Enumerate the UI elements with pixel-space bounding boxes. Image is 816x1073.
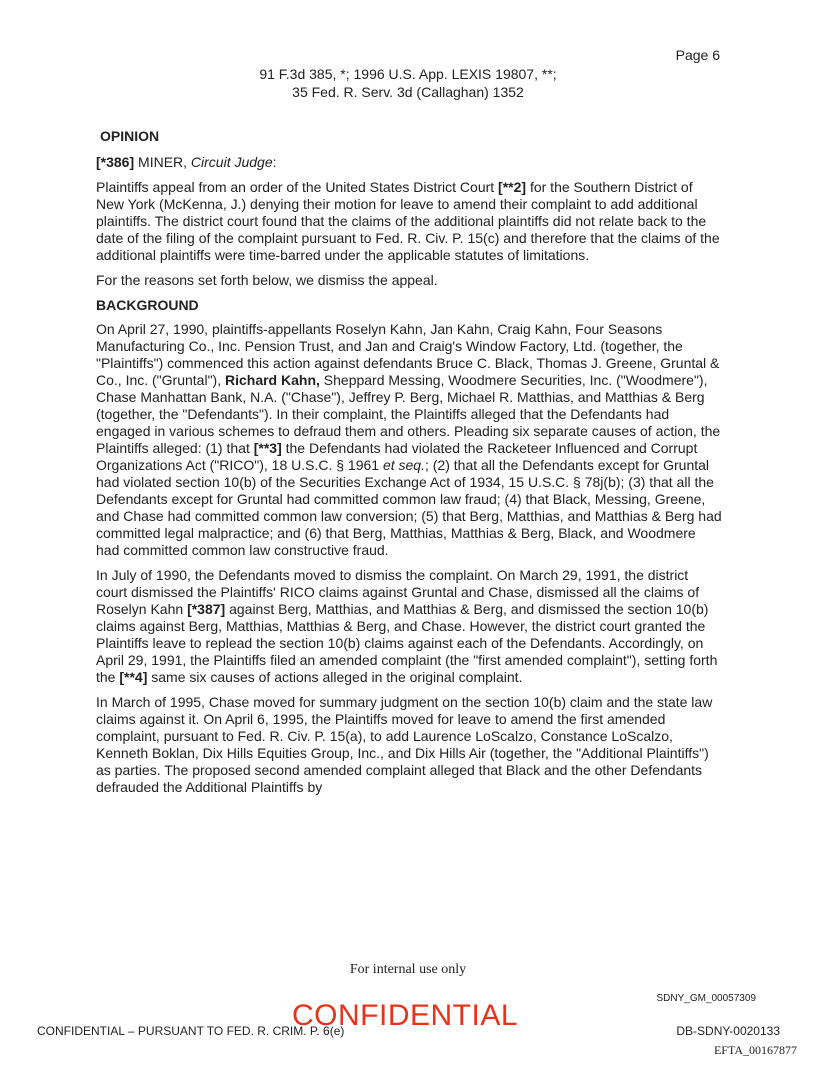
page-pin-2: [**2] [498, 179, 527, 195]
text-run: Sheppard Messing, Woodmere Securities, Inc. ("Woodmere"), Chase Manhattan Bank, N.A. ("Chase"), Jeffrey P. Berg, Michael R. Matthias, and Matthias & Berg (together, the "Defendants"). In their complaint, the Plaintiffs alleged that the Defendants had engaged in various schemes to defraud them and others. Pleading six separate causes of action, the Plaintiffs alleged: (1) that [96, 372, 721, 456]
text-run: same six causes of actions alleged in the original complaint. [147, 669, 523, 685]
document-body [96, 128, 722, 804]
confidential-stamp: CONFIDENTIAL [292, 999, 519, 1032]
page-pin-386: [*386] [96, 154, 135, 170]
text-run: the Defendants had violated the Racketeer Influenced and Corrupt Organizations Act ("RICO"), 18 U.S.C. § 1961 [96, 440, 698, 473]
judge-line [96, 154, 722, 171]
internal-use-notice: For internal use only [349, 962, 467, 977]
case-citation [0, 65, 816, 101]
judge-name: MINER, [138, 154, 188, 170]
paragraph-disposition: For the reasons set forth below, we dismiss the appeal. [96, 272, 438, 288]
bates-number-db-sdny: DB-SDNY-0020133 [676, 1024, 780, 1038]
paragraph-background-1 [96, 321, 722, 559]
efta-number: EFTA_00167877 [713, 1043, 797, 1057]
page-pin-4: [**4] [119, 669, 148, 685]
paragraph-intro [96, 179, 722, 264]
paragraph-background-3: In March of 1995, Chase moved for summary judgment on the section 10(b) claim and the state law claims against it. On April 6, 1995, the Plaintiffs moved for leave to amend the first amended complaint, pursuant to Fed. R. Civ. P. 15(a), to add Laurence LoScalzo, Constance LoScalzo, Kenneth Boklan, Dix Hills Equities Group, Inc., and Dix Hills Air (together, the "Additional Plaintiffs") as parties. The proposed second amended complaint alleged that Black and the other Defendants defrauded the Additional Plaintiffs by [96, 694, 713, 795]
highlighted-name: Richard Kahn, [224, 372, 320, 388]
page-pin-387: [*387] [187, 601, 226, 617]
bates-number-sdny-gm: SDNY_GM_00057309 [656, 993, 756, 1004]
background-heading: BACKGROUND [96, 297, 199, 313]
citation-line-1: 91 F.3d 385, *; 1996 U.S. App. LEXIS 19807, **; [259, 66, 557, 82]
confidential-footer-notice: CONFIDENTIAL – PURSUANT TO FED. R. CRIM. P. 6(e) [37, 1024, 345, 1038]
opinion-heading: OPINION [100, 128, 160, 144]
judge-colon: : [272, 154, 277, 170]
italic-et-seq: et seq. [382, 457, 425, 473]
citation-line-2: 35 Fed. R. Serv. 3d (Callaghan) 1352 [292, 84, 524, 100]
judge-title: Circuit Judge [190, 154, 273, 170]
text-run: ; (2) that all the Defendants except for Gruntal had violated section 10(b) of the Securities Exchange Act of 1934, 15 U.S.C. § 78j(b); (3) that all the Defendants except for Gruntal had committed common law fraud; (4) that Black, Messing, Greene, and Chase had committed common law conversion; (5) that Berg, Matthias, and Matthias & Berg had committed legal malpractice; and (6) that Berg, Matthias, Matthias & Berg, Black, and Woodmere had committed common law constructive fraud. [96, 457, 722, 558]
text-run: against Berg, Matthias, and Matthias & Berg, and dismissed the section 10(b) claims against Berg, Matthias, Matthias & Berg, and Chase. However, the district court granted the Plaintiffs leave to replead the section 10(b) claims against each of the Defendants. Accordingly, on April 29, 1991, the Plaintiffs filed an amended complaint (the "first amended complaint"), setting forth the [96, 601, 718, 685]
paragraph-background-2 [96, 567, 722, 686]
text-run: for the Southern District of New York (McKenna, J.) denying their motion for leave to amend their complaint to add additional plaintiffs. The district court found that the claims of the additional plaintiffs did not relate back to the date of the filing of the complaint pursuant to Fed. R. Civ. P. 15(c) and therefore that the claims of the additional plaintiffs were time-barred under the applicable statutes of limitations. [96, 179, 720, 263]
text-run: On April 27, 1990, plaintiffs-appellants Roselyn Kahn, Jan Kahn, Craig Kahn, Four Seasons Manufacturing Co., Inc. Pension Trust, and Jan and Craig's Window Factory, Ltd. (together, the "Plaintiffs") commenced this action against defendants Bruce C. Black, Thomas J. Greene, Gruntal & Co., Inc. ("Gruntal"), [96, 321, 720, 388]
text-run: Plaintiffs appeal from an order of the United States District Court [96, 179, 499, 195]
text-run: In July of 1990, the Defendants moved to dismiss the complaint. On March 29, 1991, the district court dismissed the Plaintiffs' RICO claims against Gruntal and Chase, dismissed all the claims of Roselyn Kahn [96, 567, 700, 617]
page-number: Page 6 [675, 47, 720, 63]
page-pin-3: [**3] [253, 440, 282, 456]
